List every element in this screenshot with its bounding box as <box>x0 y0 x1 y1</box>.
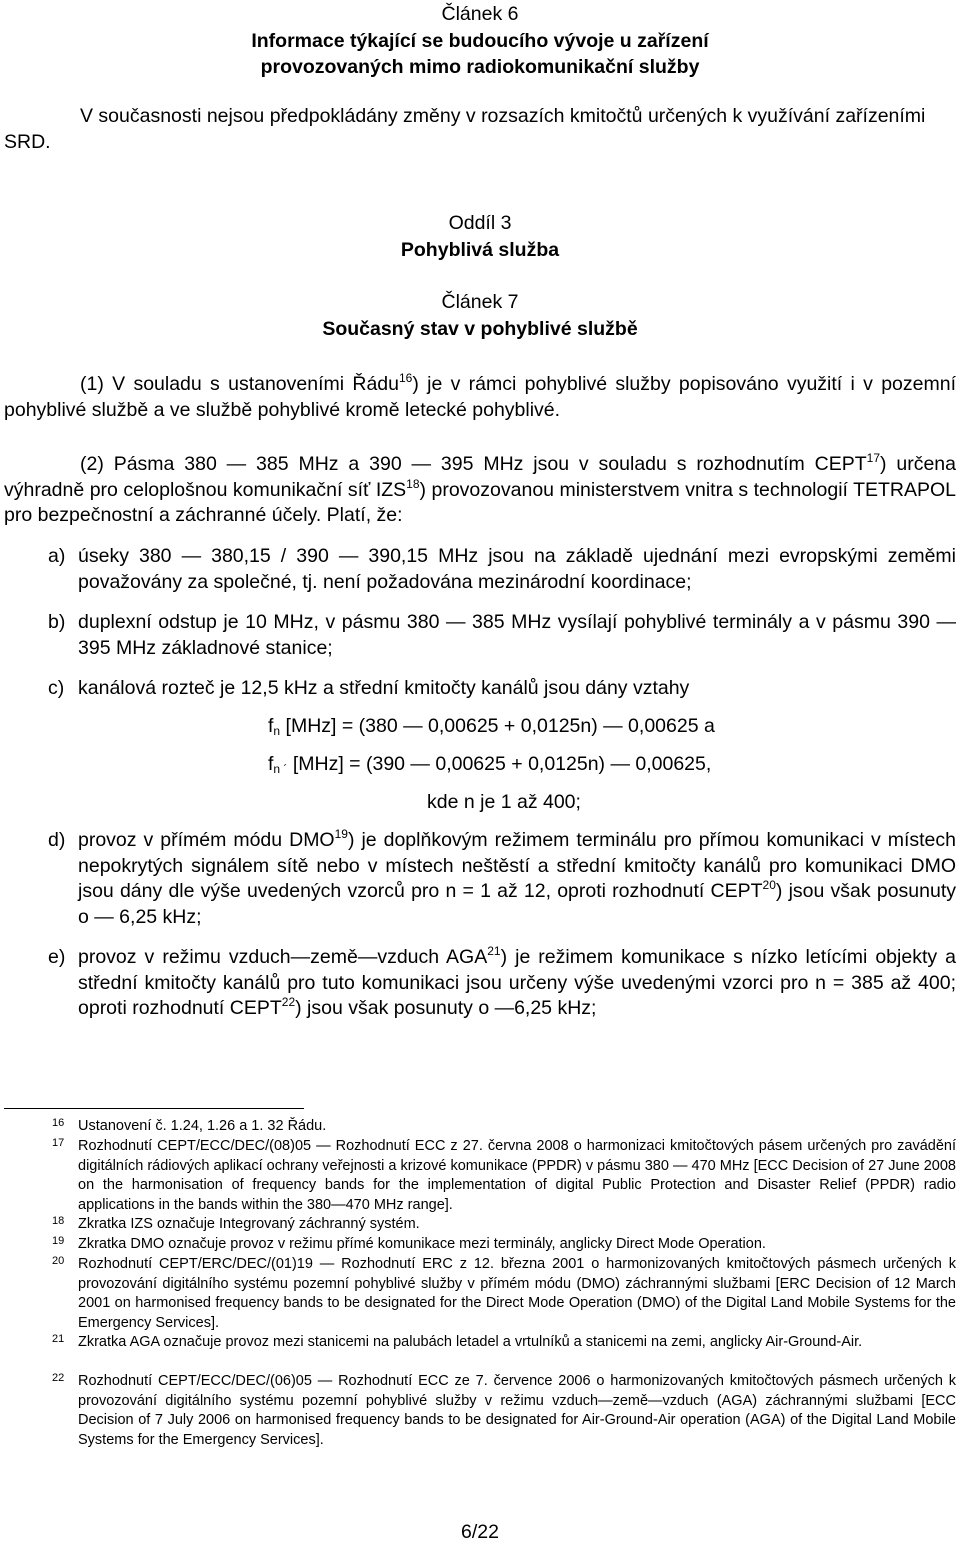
list-item-label: b) <box>48 611 66 633</box>
footnote-ref-21: 21 <box>487 944 501 958</box>
footnote-ref-18: 18 <box>406 476 420 491</box>
list-item-c <box>48 676 956 702</box>
footnote-ref-20: 20 <box>762 878 776 892</box>
formula-2: $f_{n ´}$ [MHz] = (390 — 0,00625 + 0,0125n) — 0,00625, <box>268 753 712 776</box>
footnote-number-16: 16 <box>52 1117 65 1129</box>
footnote-ref-17: 17 <box>866 451 880 465</box>
footnote-17: Rozhodnutí CEPT/ECC/DEC/(08)05 — Rozhodnutí ECC z 27. června 2008 o harmonizaci kmitočtových pásem určených pro zavádění digitálních rádiových aplikací ochrany veřejnosti a krizové komunikace (PPDR) v pásmu 380 — 470 MHz [ECC Decision of 27 June 2008 on the harmonisation of frequency bands for the implementation of digital Public Protection and Disaster Relief (PPDR) radio applications in the bands within the 380—470 MHz range]. <box>78 1138 956 1213</box>
article-7-paragraph-2: (2) Pásma 380 — 385 MHz a 390 — 395 MHz jsou v souladu s rozhodnutím CEPT$^{17}$) určena výhradně pro celoplošnou komunikační síť IZS$^{18}$) provozovanou ministerstvem vnitra s technologií TETRAPOL pro bezpečnostní a záchranné účely. Platí, že: <box>4 451 957 526</box>
list-item-label: c) <box>48 677 65 699</box>
footnote-ref-22: 22 <box>281 995 296 1009</box>
list-item-e <box>48 945 956 1022</box>
list-item-text: duplexní odstup je 10 MHz, v pásmu 380 — 385 MHz vysílají pohyblivé terminály a v pásmu 390 — 395 MHz základnové stanice; <box>78 611 956 659</box>
footnote-number-22: 22 <box>52 1372 65 1384</box>
footnote-number-17: 17 <box>52 1137 65 1149</box>
list-item-text: kanálová rozteč je 12,5 kHz a střední kmitočty kanálů jsou dány vztahy <box>78 677 690 699</box>
footnote-separator <box>4 1108 304 1109</box>
formula-1: $f_n$ [MHz] = (380 — 0,00625 + 0,0125n) — 0,00625 a <box>268 715 715 738</box>
article-6-title-line2: provozovaných mimo radiokomunikační služby <box>260 56 700 78</box>
footnote-16: Ustanovení č. 1.24, 1.26 a 1. 32 Řádu. <box>78 1118 327 1134</box>
footnote-number-18: 18 <box>52 1215 65 1227</box>
list-item-b <box>48 610 956 661</box>
article-6-heading: Článek 6 <box>441 3 519 25</box>
article-7-heading: Článek 7 <box>441 291 519 313</box>
list-item-d <box>48 828 956 930</box>
footnote-number-19: 19 <box>52 1235 65 1247</box>
section-3-heading: Oddíl 3 <box>448 212 512 234</box>
footnote-number-20: 20 <box>52 1255 65 1267</box>
article-6-title-line1: Informace týkající se budoucího vývoje u zařízení <box>251 30 709 52</box>
footnote-19: Zkratka DMO označuje provoz v režimu přímé komunikace mezi terminály, anglicky Direct Mode Operation. <box>78 1236 766 1252</box>
section-3-title: Pohyblivá služba <box>400 239 560 261</box>
article-7-title: Současný stav v pohyblivé službě <box>322 318 638 340</box>
footnote-22: Rozhodnutí CEPT/ECC/DEC/(06)05 — Rozhodnutí ECC ze 7. července 2006 o harmonizovaných kmitočtových pásmech určených k provozování digitálního systému pozemní pohyblivé služby v režimu vzduch—země—vzduch (AGA) záchrannými službami [ECC Decision of 7 July 2006 on harmonised frequency bands to be designated for Air-Ground-Air operation (AGA) of the Digital Land Mobile Systems for the Emergency Services]. <box>78 1373 956 1448</box>
article-6-paragraph: V současnosti nejsou předpokládány změny v rozsazích kmitočtů určených k využívání zařízeními SRD. <box>4 105 926 153</box>
list-item-label: a) <box>48 545 66 567</box>
page-number: 6/22 <box>461 1521 499 1543</box>
footnote-number-21: 21 <box>52 1333 65 1345</box>
list-item-label: e) <box>48 946 66 968</box>
list-item-a <box>48 544 956 595</box>
footnote-21: Zkratka AGA označuje provoz mezi stanicemi na palubách letadel a vrtulníků a stanicemi na zemi, anglicky Air-Ground-Air. <box>78 1334 863 1350</box>
list-item-text: úseky 380 — 380,15 / 390 — 390,15 MHz jsou na základě ujednání mezi evropskými zeměmi považovány za společné, tj. není požadována mezinárodní koordinace; <box>78 545 956 593</box>
list-item-text: provoz v režimu vzduch—země—vzduch AGA$^{21}$) je režimem komunikace s nízko letícími objekty a střední kmitočty kanálů pro tuto komunikaci jsou určeny výše uvedenými vzorci pro n = 385 až 400; oproti rozhodnutí CEPT$^{22}$) jsou však posunuty o —6,25 kHz; <box>78 944 956 1019</box>
list-item-label: d) <box>48 829 66 851</box>
list-item-text: provoz v přímém módu DMO$^{19}$) je doplňkovým režimem terminálu pro přímou komunikaci v místech nepokrytých signálem sítě nebo v místech neštěstí a střední kmitočty kanálů pro komunikaci DMO jsou dány dle výše uvedených vzorců pro n = 1 až 12, oproti rozhodnutí CEPT$^{20}$) jsou však posunuty o — 6,25 kHz; <box>78 827 956 928</box>
footnote-ref-16: 16 <box>399 371 413 385</box>
formula-3: kde n je 1 až 400; <box>427 791 581 813</box>
article-7-paragraph-1: (1) V souladu s ustanoveními Řádu$^{16}$) je v rámci pohyblivé služby popisováno využití i v pozemní pohyblivé službě a ve službě pohyblivé kromě letecké pohyblivé. <box>4 371 956 421</box>
footnote-18: Zkratka IZS označuje Integrovaný záchranný systém. <box>78 1216 420 1232</box>
footnote-20: Rozhodnutí CEPT/ERC/DEC/(01)19 — Rozhodnutí ERC z 12. března 2001 o harmonizovaných kmitočtových pásmech určených k provozování digitálního systému pozemní pohyblivé služby v přímém módu (DMO) záchrannými službami [ERC Decision of 12 March 2001 on harmonised frequency bands to be designated for the Direct Mode Operation (DMO) of the Digital Land Mobile Systems for the Emergency Services]. <box>78 1256 956 1331</box>
footnote-ref-19: 19 <box>334 827 348 841</box>
